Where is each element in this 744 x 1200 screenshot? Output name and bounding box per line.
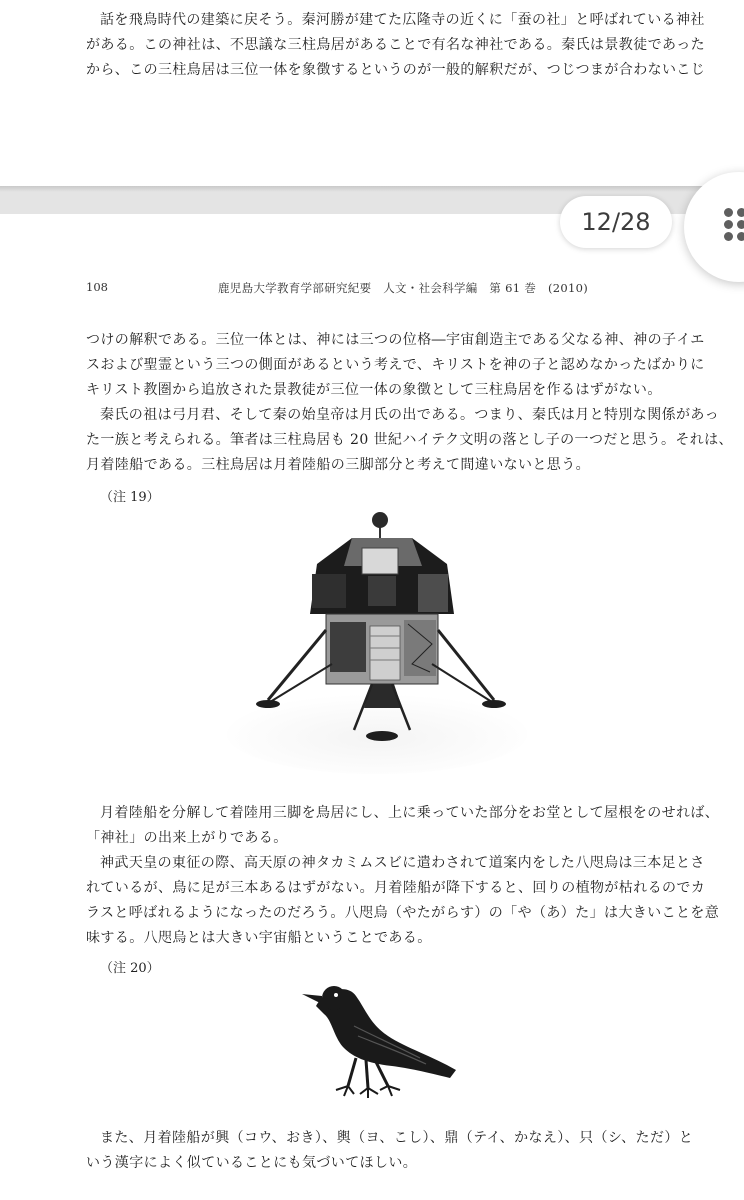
text-line: ラスと呼ばれるようになったのだろう。八咫烏（やたがらす）の「や（あ）た」は大きいことを意 — [86, 905, 720, 921]
paragraph-kanji — [86, 1126, 694, 1176]
text-line: 味する。八咫烏とは大きい宇宙船ということである。 — [86, 930, 432, 946]
text-line: スおよび聖霊という三つの側面があるという考えで、キリストを神の子と認めなかったばかりに — [86, 357, 705, 373]
page-indicator: 12/28 — [560, 196, 672, 248]
page-number: 108 — [86, 280, 108, 294]
text-line: また、月着陸船が興（コウ、おき）、輿（ヨ、こし）、鼎（テイ、かなえ）、只（シ、ただ）と — [100, 1130, 694, 1146]
text-line: 秦氏の祖は弓月君、そして秦の始皇帝は月氏の出である。つまり、秦氏は月と特別な関係があっ — [100, 407, 720, 423]
paragraph-trinity — [86, 328, 733, 478]
previous-page — [0, 0, 744, 186]
paragraph-yatagarasu — [86, 801, 720, 951]
text-line: がある。この神社は、不思議な三柱鳥居があることで有名な神社である。秦氏は景教徒であった — [86, 37, 706, 53]
pdf-page — [0, 214, 744, 1200]
journal-title: 鹿児島大学教育学部研究紀要 人文・社会科学編 第 61 巻 (2010) — [218, 281, 588, 295]
crow-image — [296, 974, 466, 1106]
text-line: いう漢字によく似ていることにも気づいてほしい。 — [86, 1155, 418, 1171]
text-line: 「神社」の出来上がりである。 — [86, 830, 288, 846]
text-line: から、この三柱鳥居は三位一体を象徴するというのが一般的解釈だが、つじつまが合わないこじ — [86, 62, 706, 78]
text-line: つけの解釈である。三位一体とは、神には三つの位格―宇宙創造主である父なる神、神の子イエ — [86, 332, 705, 348]
grid-dots-icon — [724, 208, 744, 242]
text-line: れているが、鳥に足が三本あるはずがない。月着陸船が降下すると、回りの植物が枯れるのでカ — [86, 880, 706, 896]
note-20-label: （注 20） — [100, 961, 160, 976]
text-line: 月着陸船である。三柱鳥居は月着陸船の三脚部分と考えて間違いないと思う。 — [86, 457, 590, 473]
note-19-label: （注 19） — [100, 490, 160, 505]
text-line: 神武天皇の東征の際、高天原の神タカミムスビに遣わされて道案内をした八咫烏は三本足とさ — [100, 855, 705, 871]
text-line: 月着陸船を分解して着陸用三脚を鳥居にし、上に乗っていた部分をお堂として屋根をのせれば、 — [100, 805, 720, 821]
previous-page-text — [86, 8, 706, 83]
text-line: キリスト教圏から追放された景教徒が三位一体の象徴として三柱鳥居を作るはずがない。 — [86, 382, 662, 398]
text-line: た一族と考えられる。筆者は三柱鳥居も 20 世紀ハイテク文明の落とし子の一つだと思う。それは、 — [86, 432, 733, 448]
text-line: 話を飛鳥時代の建築に戻そう。秦河勝が建てた広隆寺の近くに「蚕の社」と呼ばれている神社 — [100, 12, 705, 28]
lunar-module-image — [222, 504, 532, 774]
